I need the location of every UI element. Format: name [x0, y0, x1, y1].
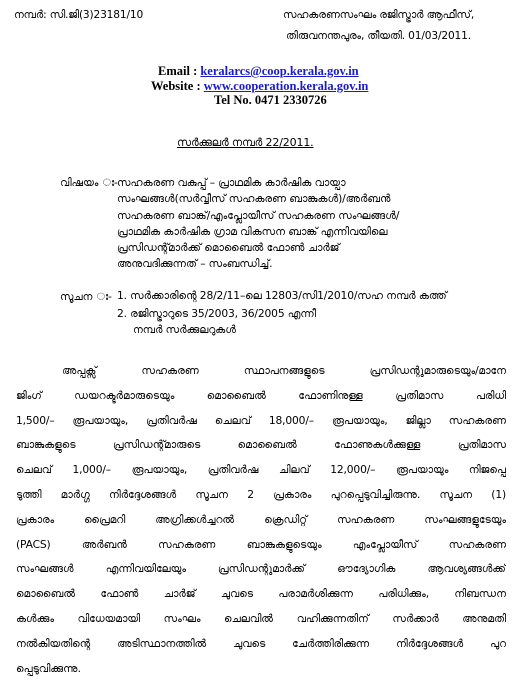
- body-line: മൊബൈൽ ഫോൺ ചാർജ് ചുവടെ പരാമർശിക്കുന്ന പരിധിക്കും, നിബന്ധന: [16, 587, 506, 601]
- email-line: [158, 64, 359, 79]
- reference-item-2: 2. രജിസ്ട്രാറുടെ 35/2003, 36/2005 എന്നീ: [117, 307, 317, 320]
- website-line: [151, 79, 368, 94]
- subject-line: സഹകരണ വകുപ്പ് – പ്രാഥമിക കാർഷിക വായ്പാ: [117, 176, 346, 189]
- reference-item-1: 1. സർക്കാരിന്റെ 28/2/11–ലെ 12803/സി1/2010/സഹ നമ്പർ കത്ത്: [117, 289, 447, 302]
- subject-line: പ്രസിഡന്റ്മാർക്ക് മൊബൈൽ ഫോൺ ചാർജ്: [117, 241, 340, 255]
- place-date: തിരുവനന്തപുരം, തീയതി. 01/03/2011.: [286, 30, 471, 42]
- body-line: പ്പെടുവിക്കുന്നു.: [16, 661, 81, 675]
- website-label: Website :: [151, 79, 201, 93]
- reference-number: നമ്പർ: സി.ജി(3)23181/10: [14, 9, 144, 21]
- body-line: (PACS) അർബൻ സഹകരണ ബാങ്കുകളുടെയും എംപ്ലോയീസ് സഹകരണ: [16, 537, 506, 551]
- subject-line: സഹകരണ ബാങ്ക്/എംപ്ലോയീസ് സഹകരണ സംഘങ്ങൾ/: [117, 208, 400, 222]
- telephone-number: Tel No. 0471 2330726: [214, 93, 327, 107]
- subject-line: പ്രാഥമിക കാർഷിക ഗ്രാമ വികസന ബാങ്ക് എന്നിവയിലെ: [117, 224, 388, 238]
- subject-label: വിഷയം ഃ-: [60, 176, 118, 189]
- body-line: കൾക്കും വിധേയമായി സംഘം ചെലവിൽ വഹിക്കുന്നതിന് സർക്കാർ അനുമതി: [16, 611, 506, 625]
- body-line: നൽകിയതിന്റെ അടിസ്ഥാനത്തിൽ ചുവടെ ചേർത്തിരിക്കുന്ന നിർദ്ദേശങ്ങൾ പുറ: [16, 636, 506, 650]
- body-line: പ്രകാരം പ്രൈമറി അഗ്രിക്കൾച്ചറൽ ക്രെഡിറ്റ് സഹകരണ സംഘങ്ങളുടേയും: [16, 512, 506, 526]
- body-paragraph: [16, 359, 506, 681]
- circular-title: സർക്കുലർ നമ്പർ 22/2011.: [177, 136, 314, 149]
- body-line: സംഘങ്ങൾ എന്നിവയിലേയും പ്രസിഡന്റുമാർക്ക് ഔദ്യോഗിക ആവശ്യങ്ങൾക്ക്: [16, 562, 506, 576]
- body-line: അപ്പക്സ് സഹകരണ സ്ഥാപനങ്ങളുടെ പ്രസിഡന്റുമാരുടെയും/മാനേ: [62, 364, 506, 377]
- subject-line: സംഘങ്ങൾ(സർവ്വീസ് സഹകരണ ബാങ്കുകൾ)/അർബൻ: [117, 192, 391, 206]
- email-link[interactable]: keralarcs@coop.kerala.gov.in: [200, 64, 359, 78]
- body-line: 1,500/– രൂപയായും, പ്രതിവർഷ ചെലവ് 18,000/– രൂപയായും, ജില്ലാ സഹകരണ: [16, 413, 506, 427]
- body-line: ചെലവ് 1,000/– രൂപയായും, പ്രതിവർഷ ചിലവ് 12,000/– രൂപയായും നിജപ്പെ: [16, 463, 506, 477]
- reference-label: സൂചന ഃ-: [60, 290, 112, 303]
- body-line: ടുത്തി മാർഗ്ഗ നിർദ്ദേശങ്ങൾ സൂചന 2 പ്രകാരം പുറപ്പെടുവിച്ചിരുന്നു. സൂചന (1): [16, 487, 506, 501]
- subject-line: അനുവദിക്കുന്നത് – സംബന്ധിച്ച്.: [117, 257, 273, 271]
- office-name: സഹകരണസംഘം രജിസ്ട്രാർ ആഫീസ്,: [283, 9, 475, 21]
- reference-item-2-continued: നമ്പർ സർക്കുലറുകൾ: [133, 323, 236, 336]
- website-link[interactable]: www.cooperation.kerala.gov.in: [203, 79, 369, 93]
- body-line: ബാങ്കുകളുടെ പ്രസിഡന്റ്മാരുടെ മൊബൈൽ ഫോണുകൾക്കുള്ള പ്രതിമാസ: [16, 438, 506, 452]
- subject-text: [117, 175, 517, 273]
- email-label: Email :: [158, 64, 198, 78]
- body-line: ജിംഗ് ഡയറക്ടർമാരുടെയും മൊബൈൽ ഫോണിനുള്ള പ്രതിമാസ പരിധി: [16, 388, 506, 402]
